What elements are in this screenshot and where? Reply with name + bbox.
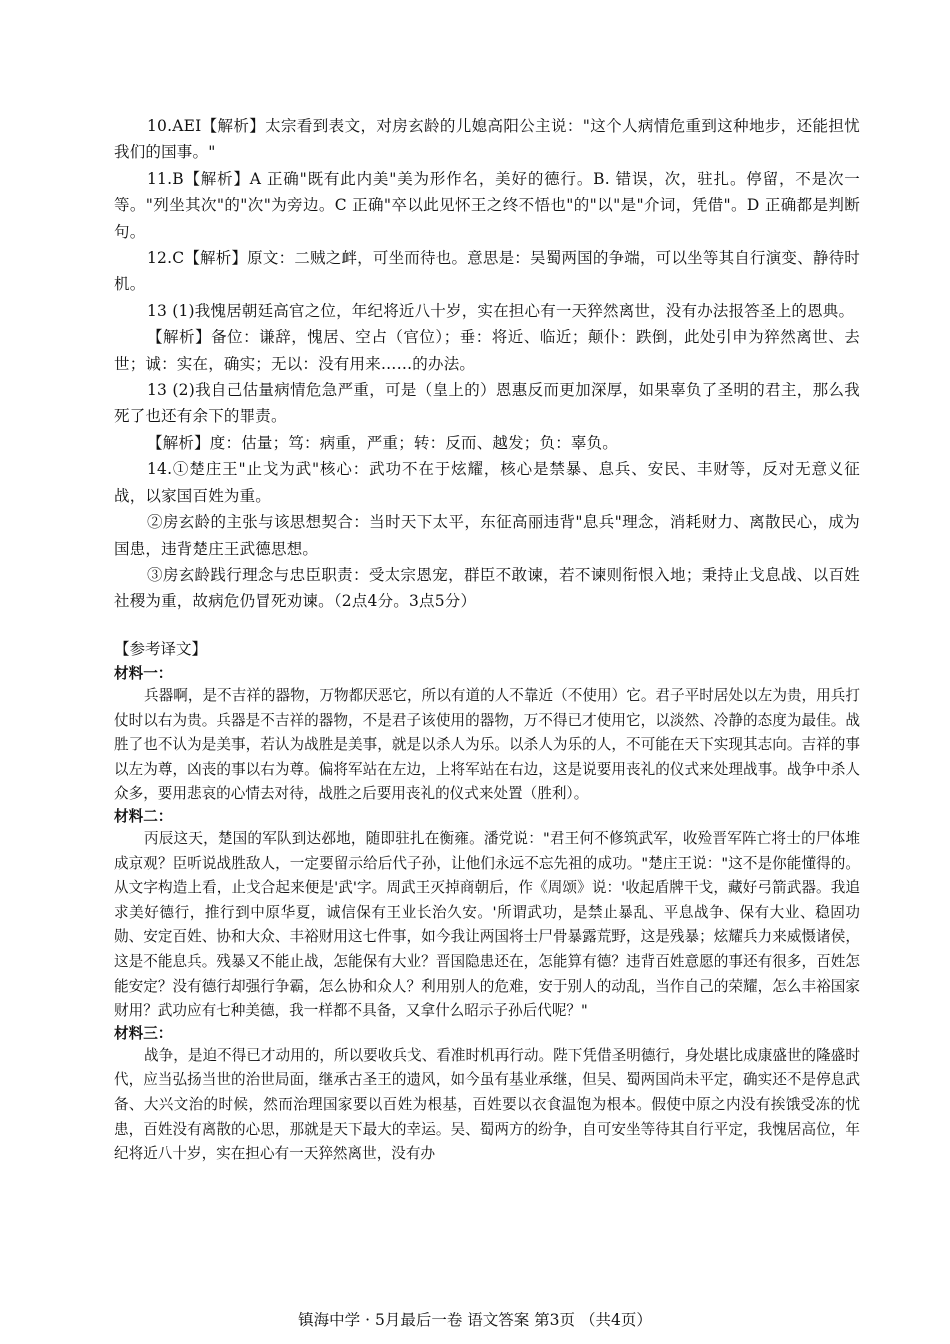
answer-q13-1-analysis: 【解析】备位：谦辞，愧居、空占（官位）；垂：将近、临近；颠仆：跌倒，此处引申为猝然离世、去世；诚：实在，确实；无以：没有用来……的办法。 xyxy=(114,328,860,373)
material-1-text: 兵器啊，是不吉祥的器物，万物都厌恶它，所以有道的人不靠近（不使用）它。君子平时居处以左为贵，用兵打仗时以右为贵。兵器是不吉祥的器物，不是君子该使用的器物，万不得已才使用它，以淡然、冷静的态度为最佳。战胜了也不认为是美事，若认为战胜是美事，就是以杀人为乐。以杀人为乐的人，不可能在天下实现其志向。吉祥的事以左为尊，凶丧的事以右为尊。偏将军站在左边，上将军站在右边，这是说要用丧礼的仪式来处理战事。战争中杀人众多，要用悲哀的心情去对待，战胜之后要用丧礼的仪式来处置（胜利）。 xyxy=(114,687,860,803)
answer-q13-2: 13 (2)我自己估量病情危急严重，可是（皇上的）恩惠反而更加深厚，如果辜负了圣明的君主，那么我死了也还有余下的罪责。 xyxy=(114,381,860,426)
material-3-text: 战争，是迫不得已才动用的，所以要收兵戈、看准时机再行动。陛下凭借圣明德行，身处堪比成康盛世的隆盛时代，应当弘扬当世的治世局面，继承古圣王的遗风，如今虽有基业承继，但吴、蜀两国尚未平定，确实还不是停息武备、大兴文治的时候，然而治理国家要以百姓为根基，百姓要以衣食温饱为根本。假使中原之内没有挨饿受冻的忧患，百姓没有离散的心思，那就是天下最大的幸运。吴、蜀两方的纷争，自可安坐等待其自行平定，我愧居高位，年纪将近八十岁，实在担心有一天猝然离世，没有办 xyxy=(114,1046,860,1163)
answer-q14-point1: 14.①楚庄王"止戈为武"核心：武功不在于炫耀，核心是禁暴、息兵、安民、丰财等，反对无意义征战，以家国百姓为重。 xyxy=(114,460,860,505)
answer-q10: 10.AEI【解析】太宗看到表文，对房玄龄的儿媳高阳公主说："这个人病情危重到这种地步，还能担忧我们的国事。" xyxy=(114,117,860,162)
answer-q11: 11.B【解析】A 正确"既有此内美"美为形作名，美好的德行。B. 错误，次，驻扎。停留，不是次一等。"列坐其次"的"次"为旁边。C 正确"卒以此见怀王之终不悟也"的"以"是"介词，凭借"。D 正确都是判断句。 xyxy=(114,169,860,241)
answer-section xyxy=(114,113,860,615)
material-1-title: 材料一： xyxy=(114,665,173,682)
page-footer: 镇海中学 · 5月最后一卷 语文答案 第3页 （共4页） xyxy=(298,1311,652,1329)
reference-translation xyxy=(114,636,860,1167)
material-2-title: 材料二： xyxy=(114,807,173,825)
material-3-title: 材料三： xyxy=(114,1024,173,1042)
answer-q13-1: 13 (1)我愧居朝廷高官之位，年纪将近八十岁，实在担心有一天猝然离世，没有办法报答圣上的恩典。 xyxy=(147,301,855,320)
answer-q14-point3: ③房玄龄践行理念与忠臣职责：受太宗恩宠，群臣不敢谏，若不谏则衔恨入地；秉持止戈息战、以百姓社稷为重，故病危仍冒死劝谏。（2点4分。3点5分） xyxy=(114,565,860,611)
answer-q13-2-analysis: 【解析】度：估量；笃：病重，严重；转：反而、越发；负：辜负。 xyxy=(147,433,619,452)
answer-q14-point2: ②房玄龄的主张与该思想契合：当时天下太平，东征高丽违背"息兵"理念，消耗财力、离散民心，成为国患，违背楚庄王武德思想。 xyxy=(114,513,860,558)
translation-heading: 【参考译文】 xyxy=(114,640,208,658)
material-2-text: 丙辰这天，楚国的军队到达邲地，随即驻扎在衡雍。潘党说："君王何不修筑武军，收殓晋军阵亡将士的尸体堆成京观？臣听说战胜敌人，一定要留示给后代子孙，让他们永远不忘先祖的成功。"楚庄王说："这不是你能懂得的。从文字构造上看，止戈合起来便是'武'字。周武王灭掉商朝后，作《周颂》说：'收起盾牌干戈，藏好弓箭武器。我追求美好德行，推行到中原华夏，诚信保有王业长治久安。'所谓武功，是禁止暴乱、平息战争、保有大业、稳固功勋、安定百姓、协和大众、丰裕财用这七件事，如今我让两国将士尸骨暴露荒野，这是残暴；炫耀兵力来威慑诸侯，这是不能息兵。残暴又不能止战，怎能保有大业？晋国隐患还在，怎能算有德？违背百姓意愿的事还有很多，百姓怎能安定？没有德行却强行争霸，怎么协和众人？利用别人的危难，安于别人的动乱，当作自己的荣耀，怎么丰裕国家财用？武功应有七种美德，我一样都不具备，又拿什么昭示子孙后代呢？" xyxy=(114,829,860,1020)
answer-q12: 12.C【解析】原文：二贼之衅，可坐而待也。意思是：吴蜀两国的争端，可以坐等其自行演变、静待时机。 xyxy=(114,249,860,294)
